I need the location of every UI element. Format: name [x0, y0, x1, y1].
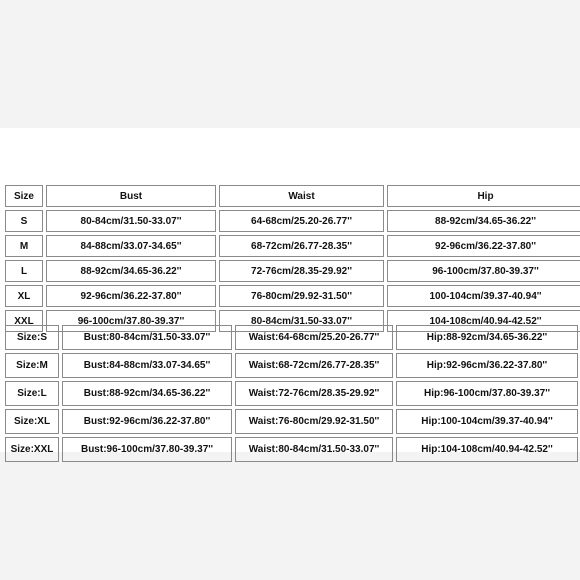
cell-hip: Hip:96-100cm/37.80-39.37'' — [396, 381, 578, 406]
cell-size: L — [5, 260, 43, 282]
cell-waist: Waist:68-72cm/26.77-28.35'' — [235, 353, 393, 378]
cell-bust: Bust:96-100cm/37.80-39.37'' — [62, 437, 232, 462]
size-chart — [0, 128, 580, 455]
cell-size: M — [5, 235, 43, 257]
cell-size: XL — [5, 285, 43, 307]
cell-bust: 96-100cm/37.80-39.37'' — [46, 310, 216, 332]
cell-waist: 72-76cm/28.35-29.92'' — [219, 260, 384, 282]
header-bust: Bust — [46, 185, 216, 207]
table-row — [5, 409, 578, 434]
cell-bust: Bust:84-88cm/33.07-34.65'' — [62, 353, 232, 378]
cell-hip: 96-100cm/37.80-39.37'' — [387, 260, 580, 282]
cell-waist: 64-68cm/25.20-26.77'' — [219, 210, 384, 232]
table-row — [5, 285, 580, 307]
header-waist: Waist — [219, 185, 384, 207]
cell-size: Size:XXL — [5, 437, 59, 462]
cell-bust: Bust:88-92cm/34.65-36.22'' — [62, 381, 232, 406]
cell-bust: 84-88cm/33.07-34.65'' — [46, 235, 216, 257]
cell-bust: 80-84cm/31.50-33.07'' — [46, 210, 216, 232]
cell-waist: Waist:72-76cm/28.35-29.92'' — [235, 381, 393, 406]
size-table-cm-inch — [2, 182, 580, 335]
cell-hip: Hip:88-92cm/34.65-36.22'' — [396, 325, 578, 350]
table-row — [5, 353, 578, 378]
cell-waist: Waist:80-84cm/31.50-33.07'' — [235, 437, 393, 462]
cell-bust: 88-92cm/34.65-36.22'' — [46, 260, 216, 282]
table-row — [5, 381, 578, 406]
cell-hip: Hip:104-108cm/40.94-42.52'' — [396, 437, 578, 462]
table-row — [5, 235, 580, 257]
cell-waist: 80-84cm/31.50-33.07'' — [219, 310, 384, 332]
cell-size: Size:S — [5, 325, 59, 350]
cell-size: S — [5, 210, 43, 232]
cell-hip: Hip:100-104cm/39.37-40.94'' — [396, 409, 578, 434]
cell-waist: 68-72cm/26.77-28.35'' — [219, 235, 384, 257]
cell-bust: Bust:92-96cm/36.22-37.80'' — [62, 409, 232, 434]
cell-hip: 104-108cm/40.94-42.52'' — [387, 310, 580, 332]
cell-size: Size:L — [5, 381, 59, 406]
cell-waist: 76-80cm/29.92-31.50'' — [219, 285, 384, 307]
cell-waist: Waist:76-80cm/29.92-31.50'' — [235, 409, 393, 434]
cell-hip: 88-92cm/34.65-36.22'' — [387, 210, 580, 232]
header-size: Size — [5, 185, 43, 207]
header-hip: Hip — [387, 185, 580, 207]
cell-size: Size:XL — [5, 409, 59, 434]
cell-size: Size:M — [5, 353, 59, 378]
size-table-labeled — [2, 322, 580, 465]
cell-bust: 92-96cm/36.22-37.80'' — [46, 285, 216, 307]
table-header-row — [5, 185, 580, 207]
cell-bust: Bust:80-84cm/31.50-33.07'' — [62, 325, 232, 350]
cell-hip: Hip:92-96cm/36.22-37.80'' — [396, 353, 578, 378]
cell-hip: 92-96cm/36.22-37.80'' — [387, 235, 580, 257]
table-row — [5, 437, 578, 462]
cell-waist: Waist:64-68cm/25.20-26.77'' — [235, 325, 393, 350]
table-row — [5, 325, 578, 350]
cell-hip: 100-104cm/39.37-40.94'' — [387, 285, 580, 307]
cell-size: XXL — [5, 310, 43, 332]
table-row — [5, 210, 580, 232]
table-row — [5, 260, 580, 282]
